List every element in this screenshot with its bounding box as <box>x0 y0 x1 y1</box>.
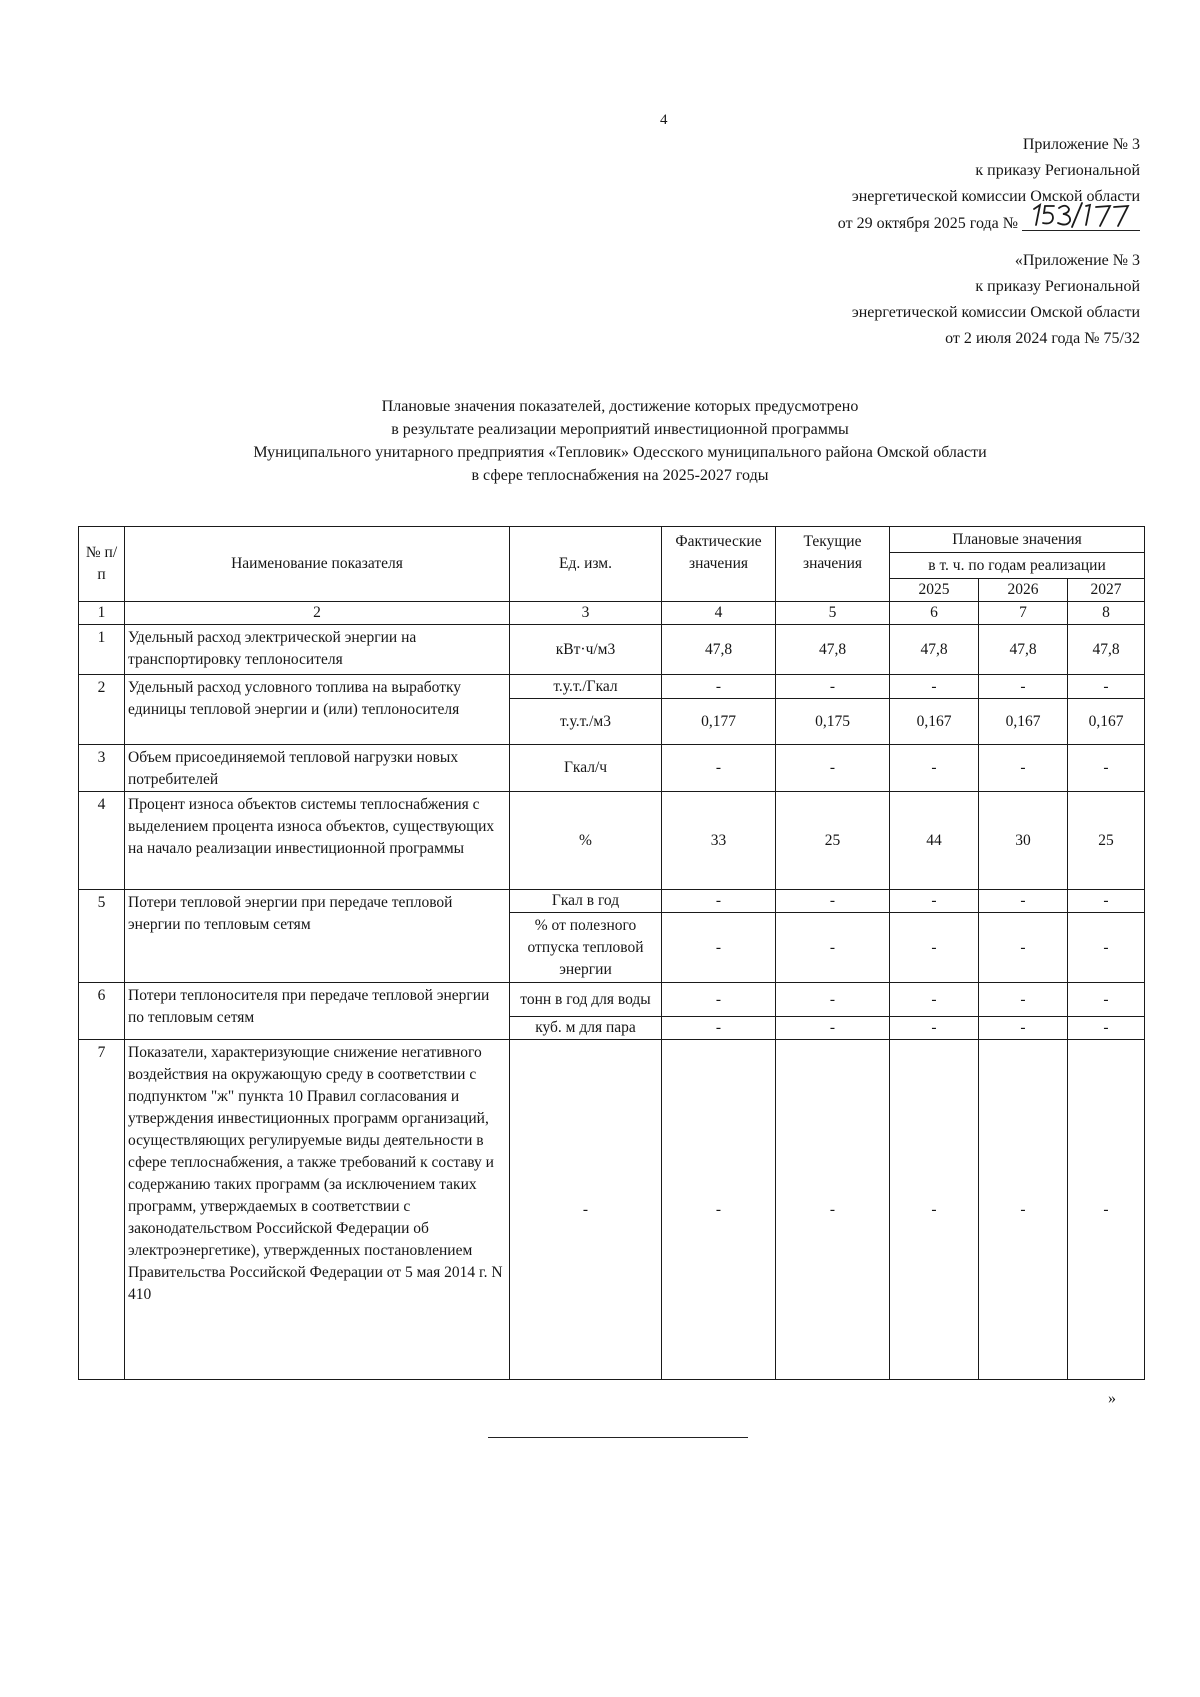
value-cell: - <box>776 1040 890 1380</box>
value-cell: - <box>1068 745 1145 792</box>
row-number: 1 <box>79 625 125 675</box>
value-cell: - <box>662 1017 776 1040</box>
handwritten-order-number-drawing <box>1028 200 1136 230</box>
header-planned: Плановые значения <box>890 527 1145 553</box>
row-number: 3 <box>79 745 125 792</box>
value-cell: 25 <box>1068 792 1145 890</box>
value-cell: - <box>979 890 1068 913</box>
annex-new-line: энергетической комиссии Омской области <box>851 188 1140 205</box>
indicator-name: Удельный расход условного топлива на выработку единицы тепловой энергии и (или) теплоносителя <box>125 675 510 745</box>
value-cell: - <box>979 745 1068 792</box>
table-row <box>79 675 1145 699</box>
indicator-name: Показатели, характеризующие снижение негативного воздействия на окружающую среду в соответствии с подпунктом "ж" пункта 10 Правил согласования и утверждения инвестиционных программ организаций, осуществляющих регулируемые виды деятельности в сфере теплоснабжения, а также требований к составу и содержанию таких программ (за исключением таких программ, утверждаемых в соответствии с законодательством Российской Федерации об электроэнергетике), утвержденных постановлением Правительства Российской Федерации от 5 мая 2014 г. N 410 <box>125 1040 510 1380</box>
annex-new-line: Приложение № 3 <box>1022 136 1140 153</box>
annex-new-date-prefix: от 29 октября 2025 года № <box>837 215 1018 232</box>
value-cell: 47,8 <box>1068 625 1145 675</box>
column-number: 1 <box>79 602 125 625</box>
value-cell: - <box>979 1040 1068 1380</box>
unit-cell: - <box>510 1040 662 1380</box>
page-number: 4 <box>660 112 668 128</box>
indicator-name: Процент износа объектов системы теплоснабжения с выделением процента износа объектов, существующих на начало реализации инвестиционной программы <box>125 792 510 890</box>
value-cell: - <box>776 1017 890 1040</box>
header-by-years: в т. ч. по годам реализации <box>890 553 1145 579</box>
indicator-name: Потери теплоносителя при передаче тепловой энергии по тепловым сетям <box>125 983 510 1040</box>
value-cell: 0,167 <box>979 699 1068 745</box>
value-cell: - <box>776 983 890 1017</box>
unit-cell: кВт·ч/м3 <box>510 625 662 675</box>
column-number: 3 <box>510 602 662 625</box>
table-row <box>79 792 1145 890</box>
value-cell: - <box>776 675 890 699</box>
annex-old-header <box>852 248 1140 352</box>
value-cell: - <box>890 1040 979 1380</box>
value-cell: 0,167 <box>890 699 979 745</box>
column-number: 2 <box>125 602 510 625</box>
column-number: 5 <box>776 602 890 625</box>
row-number: 6 <box>79 983 125 1040</box>
value-cell: 0,167 <box>1068 699 1145 745</box>
title-line: Плановые значения показателей, достижение которых предусмотрено <box>381 398 859 415</box>
header-num: № п/п <box>79 527 125 602</box>
value-cell: - <box>1068 1040 1145 1380</box>
bottom-rule <box>488 1437 748 1438</box>
value-cell: - <box>662 1040 776 1380</box>
unit-cell: % от полезного отпуска тепловой энергии <box>510 913 662 983</box>
annex-old-line: к приказу Региональной <box>975 278 1140 295</box>
unit-cell: Гкал в год <box>510 890 662 913</box>
unit-cell: Гкал/ч <box>510 745 662 792</box>
annex-new-header <box>838 132 1140 237</box>
value-cell: 47,8 <box>890 625 979 675</box>
annex-old-line: от 2 июля 2024 года № 75/32 <box>945 330 1140 347</box>
table-row <box>79 1040 1145 1380</box>
unit-cell: тонн в год для воды <box>510 983 662 1017</box>
unit-cell: т.у.т./м3 <box>510 699 662 745</box>
indicator-name: Удельный расход электрической энергии на транспортировку теплоносителя <box>125 625 510 675</box>
value-cell: 47,8 <box>662 625 776 675</box>
value-cell: - <box>662 745 776 792</box>
header-actual: Фактические значения <box>662 527 776 602</box>
value-cell: 47,8 <box>776 625 890 675</box>
header-unit: Ед. изм. <box>510 527 662 602</box>
column-number: 7 <box>979 602 1068 625</box>
value-cell: - <box>890 983 979 1017</box>
value-cell: - <box>979 1017 1068 1040</box>
value-cell: - <box>890 890 979 913</box>
value-cell: - <box>776 913 890 983</box>
value-cell: - <box>662 675 776 699</box>
table-row <box>79 745 1145 792</box>
handwritten-order-number <box>1022 210 1140 231</box>
value-cell: - <box>979 983 1068 1017</box>
title-line: в результате реализации мероприятий инвестиционной программы <box>391 421 849 438</box>
column-number: 6 <box>890 602 979 625</box>
row-number: 5 <box>79 890 125 983</box>
value-cell: 47,8 <box>979 625 1068 675</box>
column-number-row <box>79 602 1145 625</box>
value-cell: - <box>1068 913 1145 983</box>
value-cell: - <box>890 745 979 792</box>
closing-quote: » <box>1108 1390 1116 1407</box>
column-number: 8 <box>1068 602 1145 625</box>
header-year: 2025 <box>890 579 979 602</box>
annex-old-line: энергетической комиссии Омской области <box>851 304 1140 321</box>
value-cell: 25 <box>776 792 890 890</box>
value-cell: 33 <box>662 792 776 890</box>
value-cell: - <box>890 1017 979 1040</box>
row-number: 2 <box>79 675 125 745</box>
header-name: Наименование показателя <box>125 527 510 602</box>
unit-cell: т.у.т./Гкал <box>510 675 662 699</box>
value-cell: - <box>979 913 1068 983</box>
value-cell: 30 <box>979 792 1068 890</box>
value-cell: - <box>890 675 979 699</box>
value-cell: 0,177 <box>662 699 776 745</box>
value-cell: - <box>1068 890 1145 913</box>
column-number: 4 <box>662 602 776 625</box>
value-cell: - <box>1068 1017 1145 1040</box>
value-cell: - <box>979 675 1068 699</box>
table-row <box>79 890 1145 913</box>
annex-new-line: к приказу Региональной <box>975 162 1140 179</box>
indicator-name: Объем присоединяемой тепловой нагрузки новых потребителей <box>125 745 510 792</box>
header-year: 2027 <box>1068 579 1145 602</box>
annex-old-line: «Приложение № 3 <box>1014 252 1140 269</box>
row-number: 4 <box>79 792 125 890</box>
title-line: в сфере теплоснабжения на 2025-2027 годы <box>471 467 769 484</box>
header-row <box>79 527 1145 553</box>
title-line: Муниципального унитарного предприятия «Тепловик» Одесского муниципального района Омской области <box>253 444 987 461</box>
value-cell: - <box>662 913 776 983</box>
header-year: 2026 <box>979 579 1068 602</box>
value-cell: - <box>1068 983 1145 1017</box>
value-cell: 44 <box>890 792 979 890</box>
value-cell: - <box>662 890 776 913</box>
unit-cell: % <box>510 792 662 890</box>
annex-new-date-line <box>838 210 1140 237</box>
row-number: 7 <box>79 1040 125 1380</box>
value-cell: - <box>662 983 776 1017</box>
value-cell: - <box>776 745 890 792</box>
value-cell: - <box>890 913 979 983</box>
value-cell: - <box>776 890 890 913</box>
table-row <box>79 625 1145 675</box>
unit-cell: куб. м для пара <box>510 1017 662 1040</box>
header-current: Текущие значения <box>776 527 890 602</box>
table-row <box>79 983 1145 1017</box>
indicators-table <box>78 526 1145 1380</box>
document-title <box>120 395 1120 487</box>
indicator-name: Потери тепловой энергии при передаче тепловой энергии по тепловым сетям <box>125 890 510 983</box>
value-cell: 0,175 <box>776 699 890 745</box>
value-cell: - <box>1068 675 1145 699</box>
